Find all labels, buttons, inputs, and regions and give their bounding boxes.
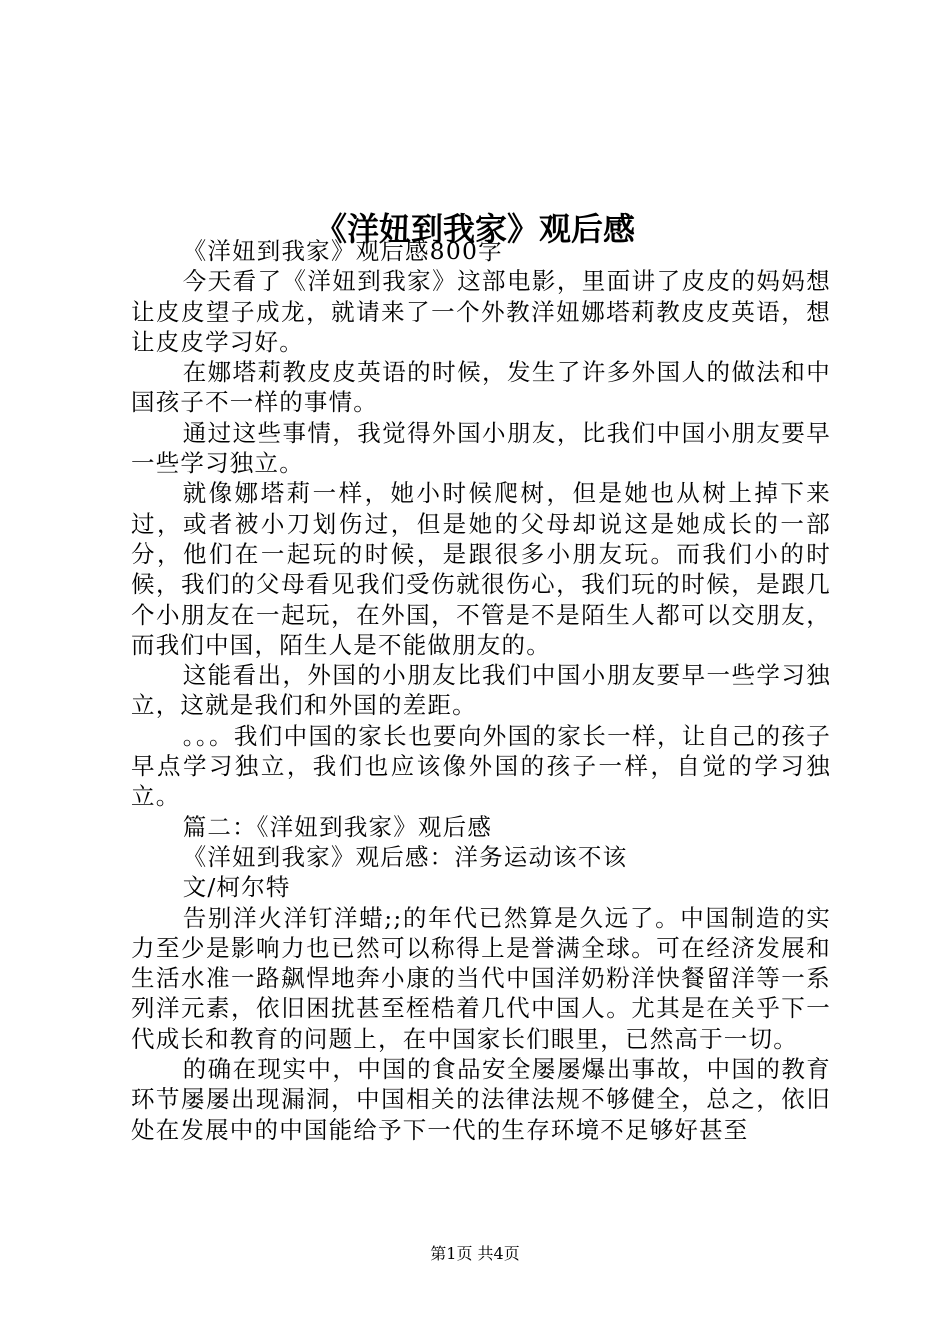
paragraph: 就像娜塔莉一样，她小时候爬树，但是她也从树上掉下来过，或者被小刀划伤过，但是她的父母却说这是她成长的一部分，他们在一起玩的时候，是跟很多小朋友玩。而我们小的时候，我们的父母看见我们受伤就很伤心，我们玩的时候，是跟几个小朋友在一起玩，在外国，不管是不是陌生人都可以交朋友，而我们中国，陌生人是不能做朋友的。 [131,479,831,659]
paragraph: 今天看了《洋妞到我家》这部电影，里面讲了皮皮的妈妈想让皮皮望子成龙，就请来了一个外教洋妞娜塔莉教皮皮英语，想让皮皮学习好。 [131,267,831,356]
paragraph: 的确在现实中，中国的食品安全屡屡爆出事故，中国的教育环节屡屡出现漏洞，中国相关的法律法规不够健全，总之，依旧处在发展中的中国能给予下一代的生存环境不足够好甚至 [131,1055,831,1144]
subtitle: 《洋妞到我家》观后感：洋务运动该不该 [182,842,628,871]
section-heading: 篇二：《洋妞到我家》观后感 [182,812,493,841]
paragraph: 《洋妞到我家》观后感800字 [182,237,503,265]
document-body [131,236,831,1145]
author-line: 文/柯尔特 [182,873,291,902]
page-footer: 第1页 共4页 [430,1244,520,1263]
paragraph: 。。。我们中国的家长也要向外国的家长一样，让自己的孩子早点学习独立，我们也应该像外国的孩子一样，自觉的学习独立。 [131,721,831,811]
paragraph: 告别洋火洋钉洋蜡;;的年代已然算是久远了。中国制造的实力至少是影响力也已然可以称得上是誉满全球。可在经济发展和生活水准一路飙悍地奔小康的当代中国洋奶粉洋快餐留洋等一系列洋元素，依旧困扰甚至桎梏着几代中国人。尤其是在关乎下一代成长和教育的问题上，在中国家长们眼里，已然高于一切。 [131,903,831,1053]
paragraph: 这能看出，外国的小朋友比我们中国小朋友要早一些学习独立，这就是我们和外国的差距。 [131,661,831,720]
paragraph: 通过这些事情，我觉得外国小朋友，比我们中国小朋友要早一些学习独立。 [131,418,831,478]
document-title: 《洋妞到我家》观后感 [314,210,635,249]
paragraph: 在娜塔莉教皮皮英语的时候，发生了许多外国人的做法和中国孩子不一样的事情。 [131,358,831,417]
